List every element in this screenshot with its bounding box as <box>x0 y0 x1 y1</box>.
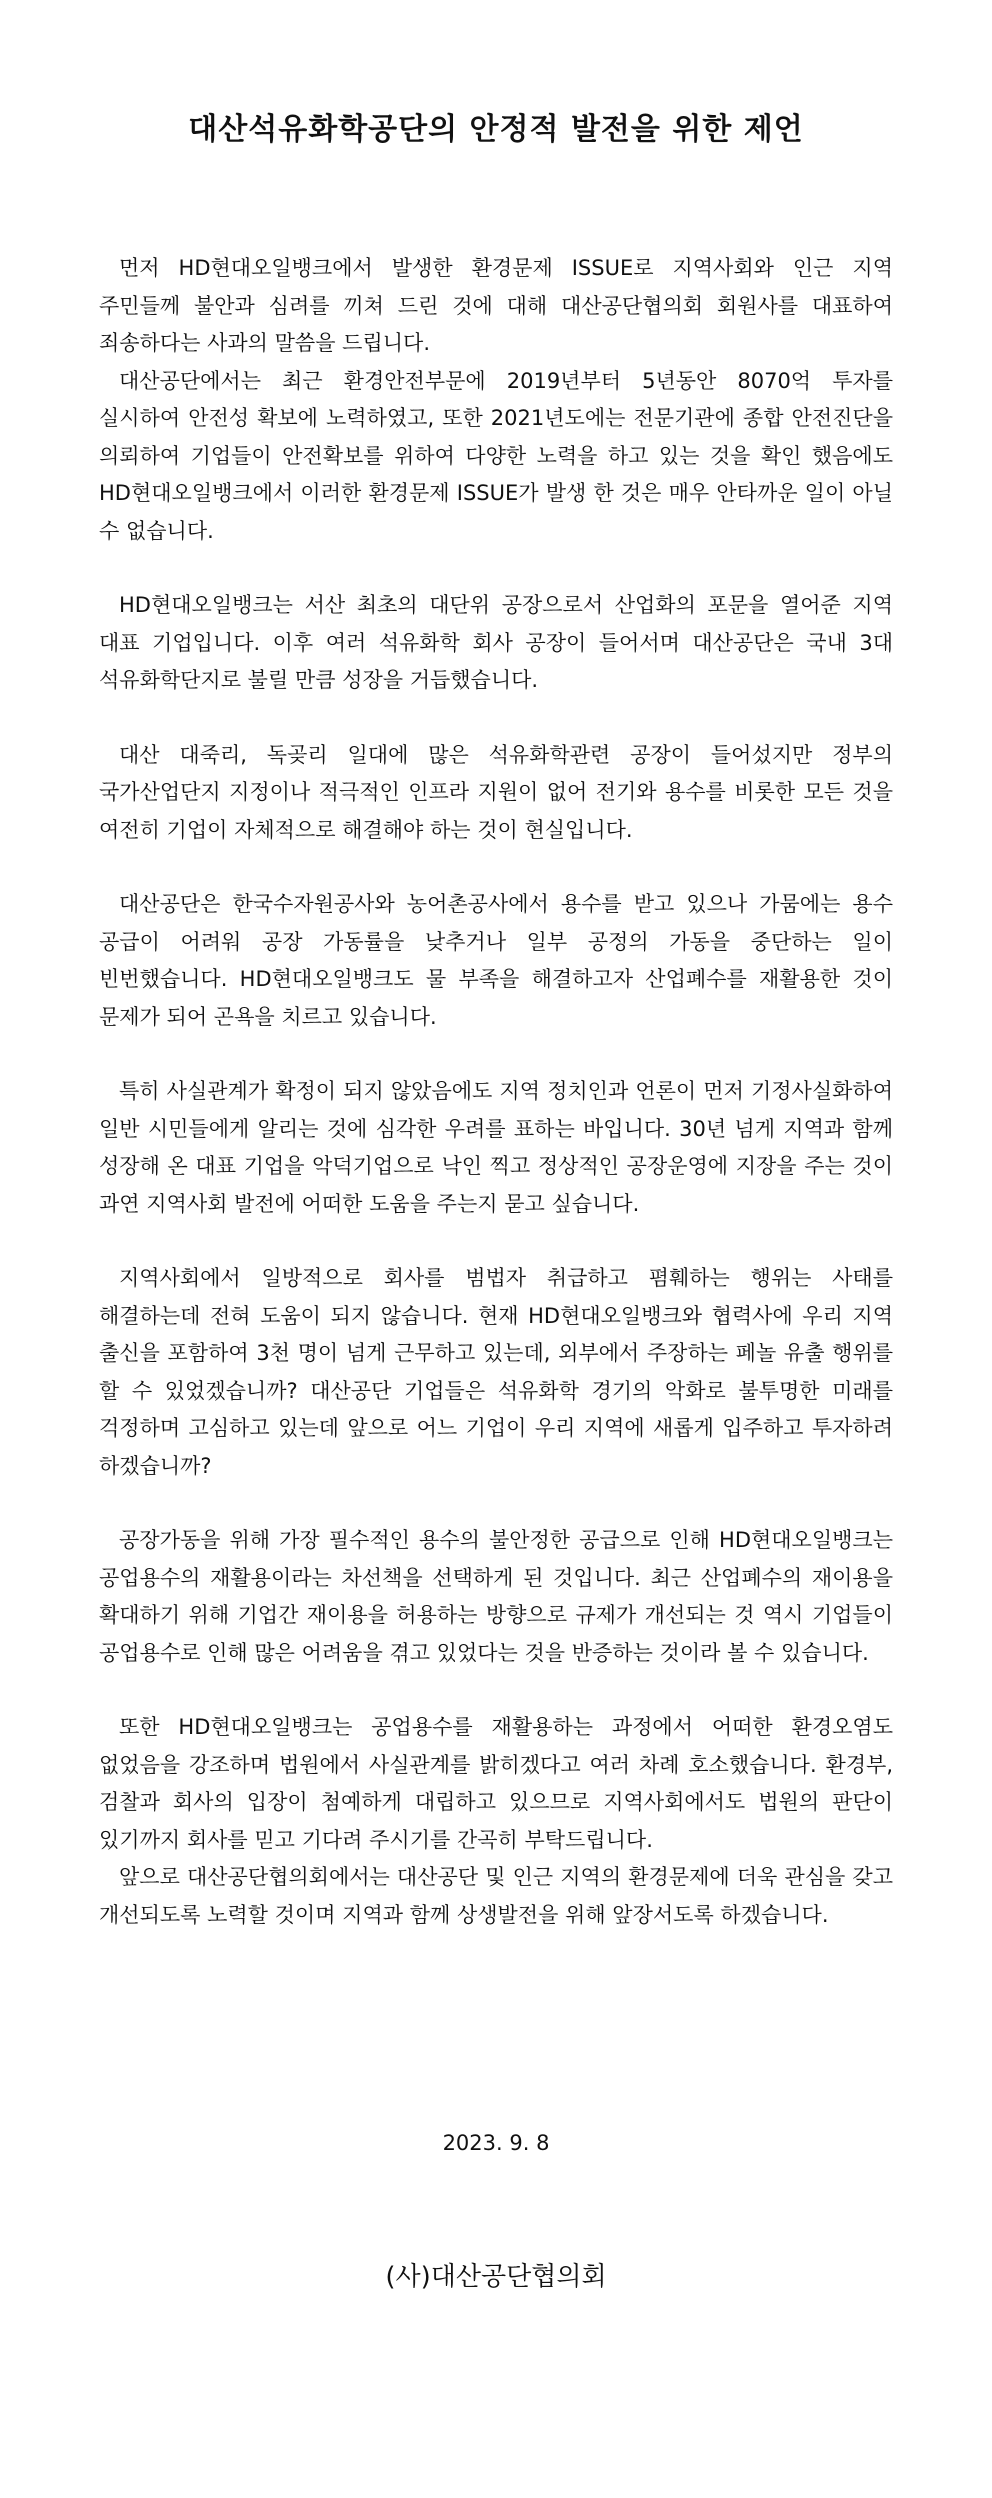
paragraph-court: 또한 HD현대오일뱅크는 공업용수를 재활용하는 과정에서 어떠한 환경오염도 없었음을 강조하며 법원에서 사실관계를 밝히겠다고 여러 차례 호소했습니다. 환경부, 검찰과 회사의 입장이 첨예하게 대립하고 있으므로 지역사회에서도 법원의 판단이 있기까지 회사를 믿고 기다려 주시기를 간곡히 부탁드립니다. <box>99 1715 893 1852</box>
paragraph-investment: 대산공단에서는 최근 환경안전부문에 2019년부터 5년동안 8070억 투자를 실시하여 안전성 확보에 노력하였고, 또한 2021년도에는 전문기관에 종합 안전진단을 의뢰하여 기업들이 안전확보를 위하여 다양한 노력을 하고 있는 것을 확인 했음에도 HD현대오일뱅크에서 이러한 환경문제 ISSUE가 발생 한 것은 매우 안타까운 일이 아닐 수 없습니다. <box>99 368 893 543</box>
paragraph-history: HD현대오일뱅크는 서산 최초의 대단위 공장으로서 산업화의 포문을 열어준 지역 대표 기업입니다. 이후 여러 석유화학 회사 공장이 들어서며 대산공단은 국내 3대 석유화학단지로 불릴 만큼 성장을 거듭했습니다. <box>99 593 893 692</box>
document-body <box>99 250 893 1934</box>
document-date: 2023. 9. 8 <box>442 2131 550 2155</box>
document-title: 대산석유화학공단의 안정적 발전을 위한 제언 <box>188 112 804 147</box>
issuing-organization: (사)대산공단협의회 <box>385 2262 607 2292</box>
paragraph-infrastructure: 대산 대죽리, 독곶리 일대에 많은 석유화학관련 공장이 들어섰지만 정부의 국가산업단지 지정이나 적극적인 인프라 지원이 없어 전기와 용수를 비롯한 모든 것을 여전히 기업이 자체적으로 해결해야 하는 것이 현실입니다. <box>99 742 893 842</box>
paragraph-closing: 앞으로 대산공단협의회에서는 대산공단 및 인근 지역의 환경문제에 더욱 관심을 갖고 개선되도록 노력할 것이며 지역과 함께 상생발전을 위해 앞장서도록 하겠습니다. <box>99 1865 893 1927</box>
paragraph-recycling: 공장가동을 위해 가장 필수적인 용수의 불안정한 공급으로 인해 HD현대오일뱅크는 공업용수의 재활용이라는 차선책을 선택하게 된 것입니다. 최근 산업폐수의 재이용을 확대하기 위해 기업간 재이용을 허용하는 방향으로 규제가 개선되는 것 역시 기업들이 공업용수로 인해 많은 어려움을 겪고 있었다는 것을 반증하는 것이라 볼 수 있습니다. <box>99 1528 893 1665</box>
paragraph-water-supply: 대산공단은 한국수자원공사와 농어촌공사에서 용수를 받고 있으나 가뭄에는 용수 공급이 어려워 공장 가동률을 낮추거나 일부 공정의 가동을 중단하는 일이 빈번했습니다. HD현대오일뱅크도 물 부족을 해결하고자 산업폐수를 재활용한 것이 문제가 되어 곤욕을 치르고 있습니다. <box>99 892 893 1029</box>
paragraph-apology: 먼저 HD현대오일뱅크에서 발생한 환경문제 ISSUE로 지역사회와 인근 지역 주민들께 불안과 심려를 끼쳐 드린 것에 대해 대산공단협의회 회원사를 대표하여 죄송하다는 사과의 말씀을 드립니다. <box>99 256 893 355</box>
paragraph-media-concern: 특히 사실관계가 확정이 되지 않았음에도 지역 정치인과 언론이 먼저 기정사실화하여 일반 시민들에게 알리는 것에 심각한 우려를 표하는 바입니다. 30년 넘게 지역과 함께 성장해 온 대표 기업을 악덕기업으로 낙인 찍고 정상적인 공장운영에 지장을 주는 것이 과연 지역사회 발전에 어떠한 도움을 주는지 묻고 싶습니다. <box>99 1079 893 1216</box>
paragraph-community: 지역사회에서 일방적으로 회사를 범법자 취급하고 폄훼하는 행위는 사태를 해결하는데 전혀 도움이 되지 않습니다. 현재 HD현대오일뱅크와 협력사에 우리 지역 출신을 포함하여 3천 명이 넘게 근무하고 있는데, 외부에서 주장하는 페놀 유출 행위를 할 수 있었겠습니까? 대산공단 기업들은 석유화학 경기의 악화로 불투명한 미래를 걱정하며 고심하고 있는데 앞으로 어느 기업이 우리 지역에 새롭게 입주하고 투자하려 하겠습니까? <box>99 1266 893 1478</box>
